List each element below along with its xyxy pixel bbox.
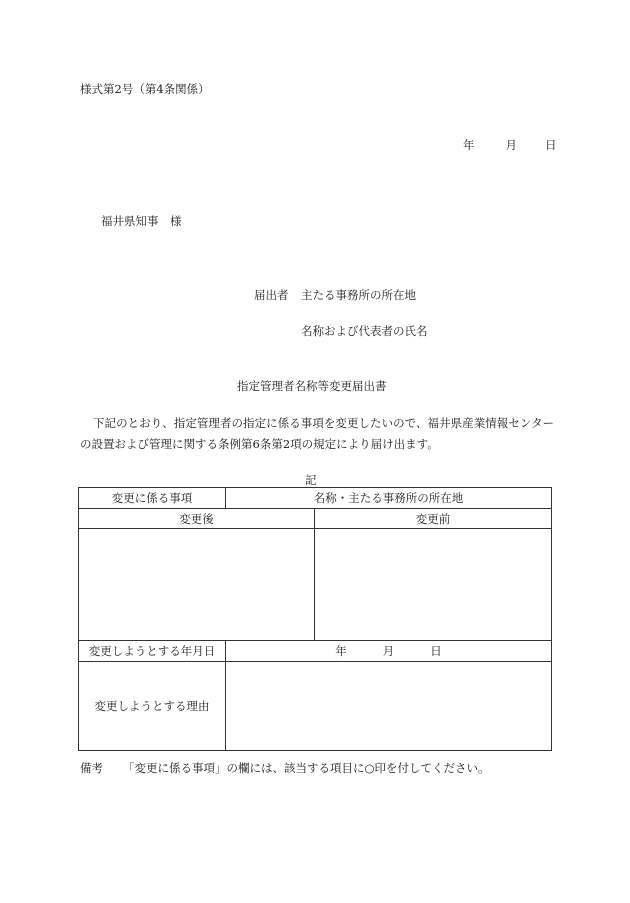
date-year-label: 年 [463,138,475,152]
table-row [79,641,552,662]
body-text: 下記のとおり、指定管理者の指定に係る事項を変更したいので、福井県産業情報センターの設置および管理に関する条例第6条第2項の規定により届け出ます。 [80,416,554,451]
after-change-label: 変更後 [79,509,315,529]
before-change-label: 変更前 [315,509,552,529]
remarks [80,760,490,776]
ki-label: 記 [305,473,317,487]
item-label-cell: 変更に係る事項 [79,488,226,509]
document-title: 指定管理者名称等変更届出書 [237,379,387,393]
change-date-label: 変更しようとする年月日 [79,641,226,662]
change-reason-field[interactable] [226,662,552,751]
date-day-label: 日 [545,138,557,152]
change-form-table [78,487,552,751]
change-date-day: 日 [430,644,442,658]
date-month-label: 月 [505,138,517,152]
addressee: 福井県知事 様 [101,214,182,228]
after-change-field[interactable] [79,529,315,641]
before-change-field[interactable] [315,529,552,641]
table-row [79,529,552,641]
item-value-cell[interactable]: 名称・主たる事務所の所在地 [226,488,552,509]
change-reason-label: 変更しようとする理由 [79,662,226,751]
table-row [79,662,552,751]
form-number: 様式第2号（第4条関係） [80,82,210,96]
remarks-text: 「変更に係る事項」の欄には、該当する項目に○印を付してください。 [123,761,490,775]
remarks-label: 備考 [80,761,103,775]
office-address-label: 主たる事務所の所在地 [301,288,416,302]
change-date-year: 年 [335,644,347,658]
table-row [79,488,552,509]
change-date-month: 月 [382,644,395,658]
representative-name-label: 名称および代表者の氏名 [301,324,428,338]
change-date-field[interactable] [226,641,552,662]
submission-date [463,137,557,153]
table-row [79,509,552,529]
applicant-label: 届出者 [254,288,289,302]
